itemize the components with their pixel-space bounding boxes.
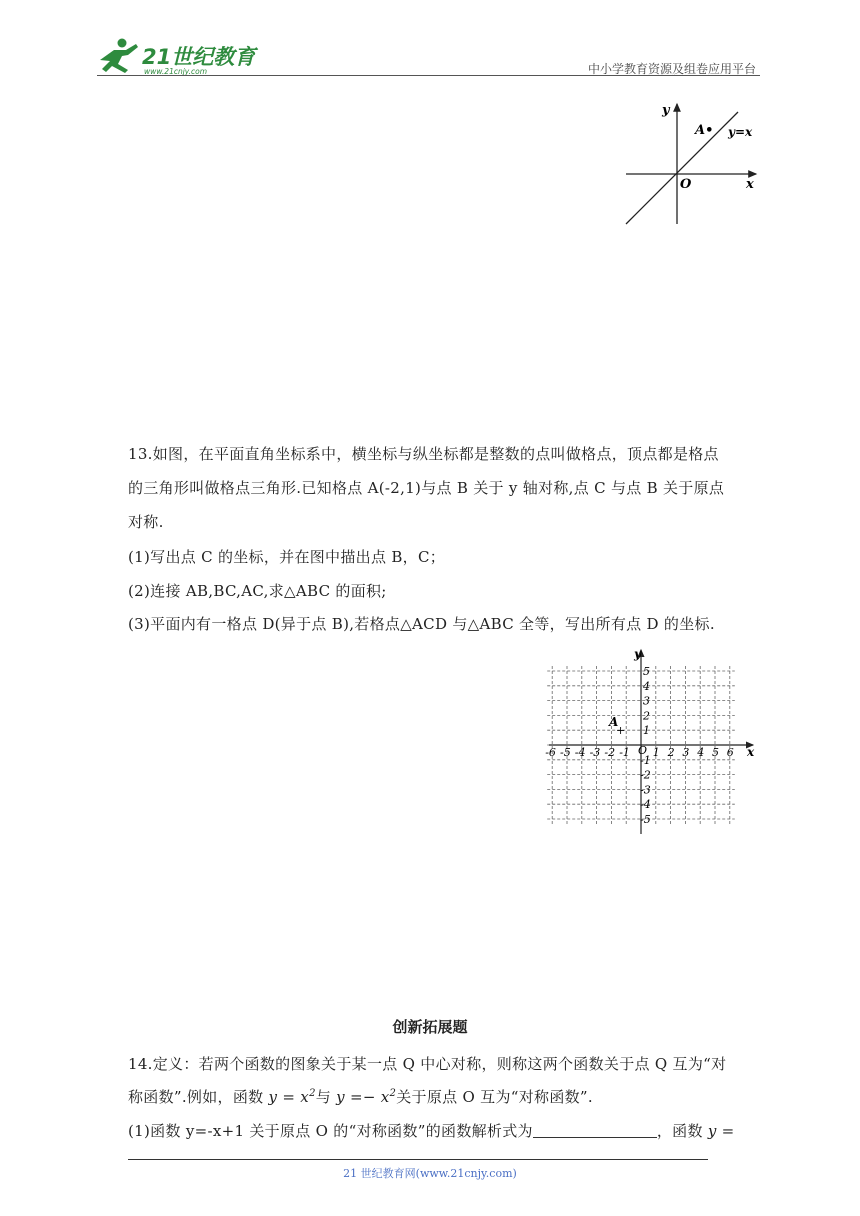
figure-coordinate-grid (545, 644, 760, 836)
y-tick-label: 4 (643, 679, 650, 693)
x-tick-label: -6 (545, 746, 556, 759)
answer-blank[interactable] (533, 1123, 657, 1138)
equation-y-equals: y = (707, 1122, 735, 1140)
q13-part2: (2)连接 AB,BC,AC,求△ABC 的面积; (128, 582, 387, 600)
q13-line2: 的三角形叫做格点三角形.已知格点 A(-2,1)与点 B 关于 y 轴对称,点 C 与点 B 关于原点 (128, 479, 725, 497)
x-tick-label: -3 (589, 746, 601, 759)
x-tick-label: 6 (726, 746, 734, 759)
q13-part3: (3)平面内有一格点 D(异于点 B),若格点△ACD 与△ABC 全等，写出所有点 D 的坐标. (128, 615, 715, 633)
logo-text: 21世纪教育 (142, 45, 256, 69)
x-axis-label: x (747, 745, 755, 759)
point-a-label: A• (695, 123, 714, 138)
eq1-text: y = x (268, 1088, 310, 1106)
q14-line2 (128, 1086, 593, 1107)
origin-label: O (680, 177, 692, 192)
x-tick-label: 4 (697, 746, 705, 759)
y-tick-label: -2 (640, 768, 651, 782)
figure-line-y-equals-x (620, 96, 762, 228)
q13-line1: 13.如图，在平面直角坐标系中，横坐标与纵坐标都是整数的点叫做格点，顶点都是格点 (128, 445, 719, 463)
platform-name: 中小学教育资源及组卷应用平台 (587, 62, 756, 76)
x-tick-label: -1 (619, 746, 630, 759)
x-tick-label: 1 (652, 746, 660, 759)
point-a-label: A (609, 715, 619, 729)
x-tick-label: -5 (560, 746, 571, 759)
y-axis-label: y (662, 103, 670, 118)
line-label: y=x (728, 125, 753, 139)
q14-part1-a: (1)函数 y=-x+1 关于原点 O 的“对称函数”的函数解析式为 (128, 1122, 533, 1140)
equation-y-neg-x-squared: $y =- x^2$ (336, 1088, 397, 1106)
x-tick-label: 2 (667, 746, 675, 759)
q13-line3: 对称. (128, 513, 164, 531)
y-tick-label: 2 (643, 709, 650, 723)
y-tick-label: -5 (640, 813, 651, 826)
y-tick-label: 5 (643, 665, 650, 678)
q14-line2-c: 关于原点 O 互为“对称函数”. (396, 1088, 593, 1106)
origin-label: O (638, 744, 648, 757)
equation-y-x-squared: $y = x^2$ (268, 1088, 316, 1106)
header-divider (97, 75, 760, 76)
y-tick-label: 1 (643, 724, 650, 738)
site-logo (92, 36, 262, 78)
logo-url: www.21cnjy.com (144, 67, 208, 76)
x-axis-label: x (746, 177, 754, 192)
y-tick-label: -4 (640, 798, 651, 812)
y-tick-label: 3 (643, 694, 650, 708)
point-a-marker: + (616, 724, 626, 737)
q14-part1 (128, 1120, 735, 1141)
footer-text: 21 世纪教育网(www.21cnjy.com) (343, 1167, 517, 1180)
q14-line2-a: 称函数”.例如，函数 (128, 1088, 264, 1106)
footer-divider (128, 1159, 708, 1160)
section-title: 创新拓展题 (392, 1018, 468, 1036)
q14-line2-b: 与 (315, 1088, 332, 1106)
eq2-text: y =− x (336, 1088, 390, 1106)
q14-part1-b: ，函数 (656, 1122, 703, 1140)
x-tick-label: 3 (682, 746, 690, 759)
q13-part1: (1)写出点 C 的坐标，并在图中描出点 B，C； (128, 548, 446, 566)
q14-line1: 14.定义：若两个函数的图象关于某一点 Q 中心对称，则称这两个函数关于点 Q 互为“对 (128, 1055, 727, 1073)
x-tick-label: -4 (574, 746, 586, 759)
x-tick-label: 5 (712, 746, 719, 759)
y-tick-label: -1 (640, 753, 651, 767)
x-tick-label: -2 (604, 746, 616, 759)
line-y-equals-x (626, 112, 738, 224)
y-tick-label: -3 (640, 783, 651, 797)
y-axis-label: y (634, 647, 641, 661)
